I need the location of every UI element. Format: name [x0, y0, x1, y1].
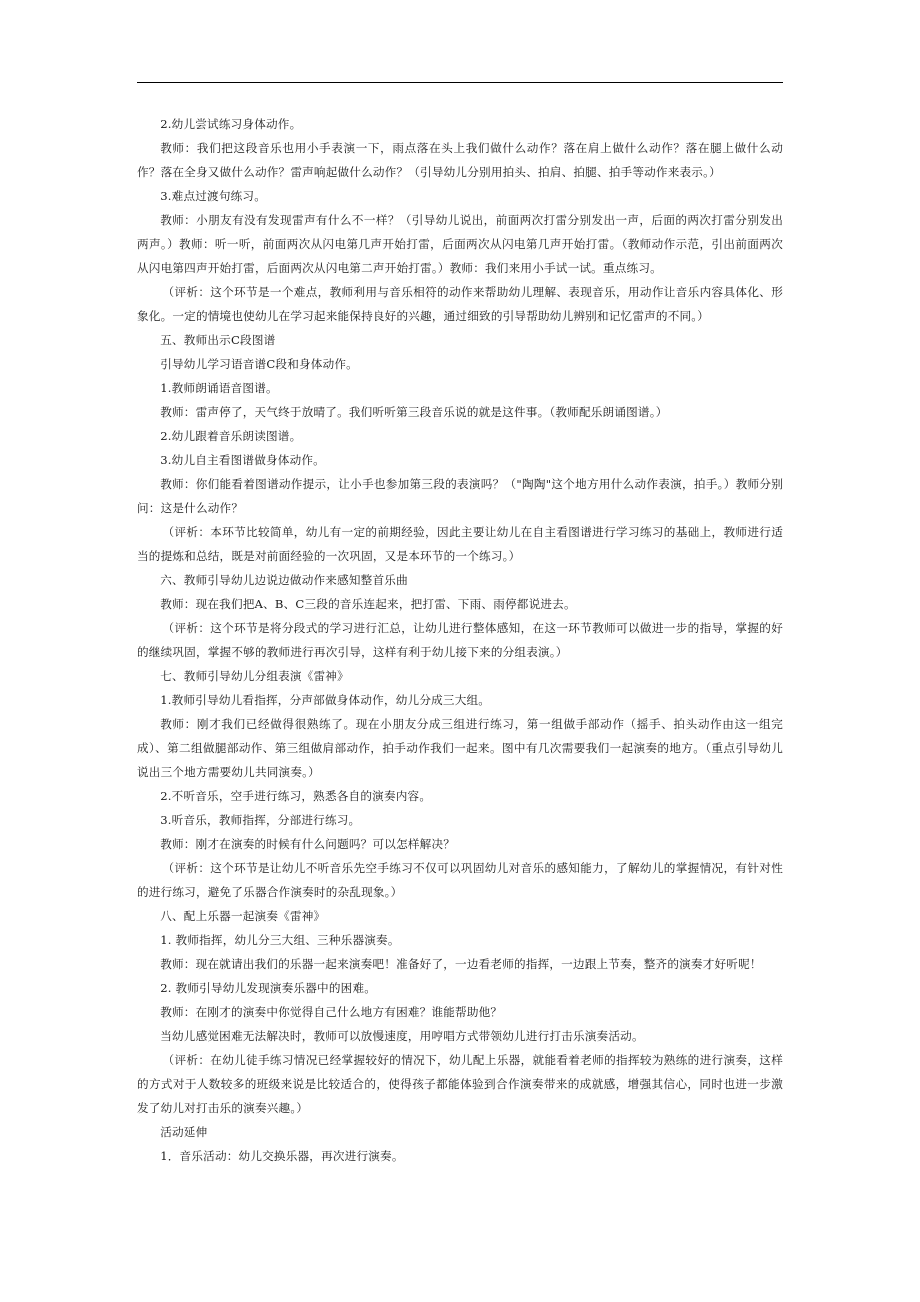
header-rule [137, 82, 783, 83]
paragraph: 1.教师朗诵语音图谱。 [160, 381, 278, 395]
paragraph: 1．音乐活动：幼儿交换乐器，再次进行演奏。 [160, 1149, 404, 1163]
paragraph: 2.幼儿尝试练习身体动作。 [160, 117, 302, 131]
paragraph: 1. 教师指挥，幼儿分三大组、三种乐器演奏。 [160, 933, 400, 947]
paragraph: （评析：这个环节是将分段式的学习进行汇总，让幼儿进行整体感知，在这一环节教师可以做进一步的指导，掌握的好的继续巩固，掌握不够的教师进行再次引导，这样有利于幼儿接下来的分组表演。） [137, 621, 783, 659]
paragraph: 教师：你们能看着图谱动作提示，让小手也参加第三段的表演吗？（"陶陶"这个地方用什么动作表演，拍手。）教师分别问：这是什么动作？ [137, 477, 783, 515]
paragraph: 3.听音乐，教师指挥，分部进行练习。 [160, 813, 361, 827]
paragraph: 教师：现在就请出我们的乐器一起来演奏吧！准备好了，一边看老师的指挥，一边跟上节奏，整齐的演奏才好听呢！ [160, 957, 762, 971]
paragraph: 活动延伸 [160, 1125, 208, 1139]
paragraph: 教师：我们把这段音乐也用小手表演一下，雨点落在头上我们做什么动作？落在肩上做什么动作？落在腿上做什么动作？落在全身又做什么动作？雷声响起做什么动作？（引导幼儿分别用拍头、拍肩、拍腿、拍手等动作来表示。） [137, 141, 783, 179]
paragraph: 2. 教师引导幼儿发现演奏乐器中的困难。 [160, 981, 377, 995]
paragraph: 八、配上乐器一起演奏《雷神》 [160, 909, 326, 923]
paragraph: （评析：这个环节是一个难点，教师利用与音乐相符的动作来帮助幼儿理解、表现音乐，用动作让音乐内容具体化、形象化。一定的情境也使幼儿在学习起来能保持良好的兴趣，通过细致的引导帮助幼儿辨别和记忆雷声的不同。） [137, 285, 783, 323]
paragraph: 教师：刚才我们已经做得很熟练了。现在小朋友分成三组进行练习，第一组做手部动作（摇手、拍头动作由这一组完成）、第二组做腿部动作、第三组做肩部动作，拍手动作我们一起来。图中有几次需要我们一起演奏的地方。（重点引导幼儿说出三个地方需要幼儿共同演奏。） [137, 717, 783, 779]
paragraph: 六、教师引导幼儿边说边做动作来感知整首乐曲 [160, 573, 408, 587]
paragraph: （评析：这个环节是让幼儿不听音乐先空手练习不仅可以巩固幼儿对音乐的感知能力，了解幼儿的掌握情况，有针对性的进行练习，避免了乐器合作演奏时的杂乱现象。） [137, 861, 783, 899]
paragraph: 引导幼儿学习语音谱C段和身体动作。 [160, 357, 358, 371]
paragraph: 2.不听音乐，空手进行练习，熟悉各自的演奏内容。 [160, 789, 432, 803]
paragraph: 七、教师引导幼儿分组表演《雷神》 [160, 669, 349, 683]
paragraph: 当幼儿感觉困难无法解决时，教师可以放慢速度，用哼唱方式带领幼儿进行打击乐演奏活动。 [160, 1029, 644, 1043]
paragraph: （评析：在幼儿徒手练习情况已经掌握较好的情况下，幼儿配上乐器，就能看着老师的指挥较为熟练的进行演奏，这样的方式对于人数较多的班级来说是比较适合的，使得孩子都能体验到合作演奏带来的成就感，增强其信心，同时也进一步激发了幼儿对打击乐的演奏兴趣。） [137, 1053, 783, 1115]
paragraph: 教师：小朋友有没有发现雷声有什么不一样？（引导幼儿说出，前面两次打雷分别发出一声，后面的两次打雷分别发出两声。）教师：听一听，前面两次从闪电第几声开始打雷，后面两次从闪电第几声开始打雷。（教师动作示范，引出前面两次从闪电第四声开始打雷，后面两次从闪电第二声开始打雷。）教师：我们来用小手试一试。重点练习。 [137, 213, 783, 275]
paragraph: 教师：现在我们把A、B、C三段的音乐连起来，把打雷、下雨、雨停都说进去。 [160, 597, 576, 611]
paragraph: 五、教师出示C段图谱 [160, 333, 276, 347]
paragraph: 3.幼儿自主看图谱做身体动作。 [160, 453, 325, 467]
paragraph: 教师：雷声停了，天气终于放晴了。我们听听第三段音乐说的就是这件事。（教师配乐朗诵图谱。） [160, 405, 668, 419]
paragraph: （评析：本环节比较简单，幼儿有一定的前期经验，因此主要让幼儿在自主看图谱进行学习练习的基础上，教师进行适当的提炼和总结，既是对前面经验的一次巩固，又是本环节的一个练习。） [137, 525, 783, 563]
paragraph: 教师：刚才在演奏的时候有什么问题吗？可以怎样解决？ [160, 837, 456, 851]
paragraph: 教师：在刚才的演奏中你觉得自己什么地方有困难？谁能帮助他？ [160, 1005, 503, 1019]
paragraph: 1.教师引导幼儿看指挥，分声部做身体动作，幼儿分成三大组。 [160, 693, 491, 707]
paragraph: 3.难点过渡句练习。 [160, 189, 266, 203]
paragraph: 2.幼儿跟着音乐朗读图谱。 [160, 429, 302, 443]
document-body [137, 112, 783, 1168]
